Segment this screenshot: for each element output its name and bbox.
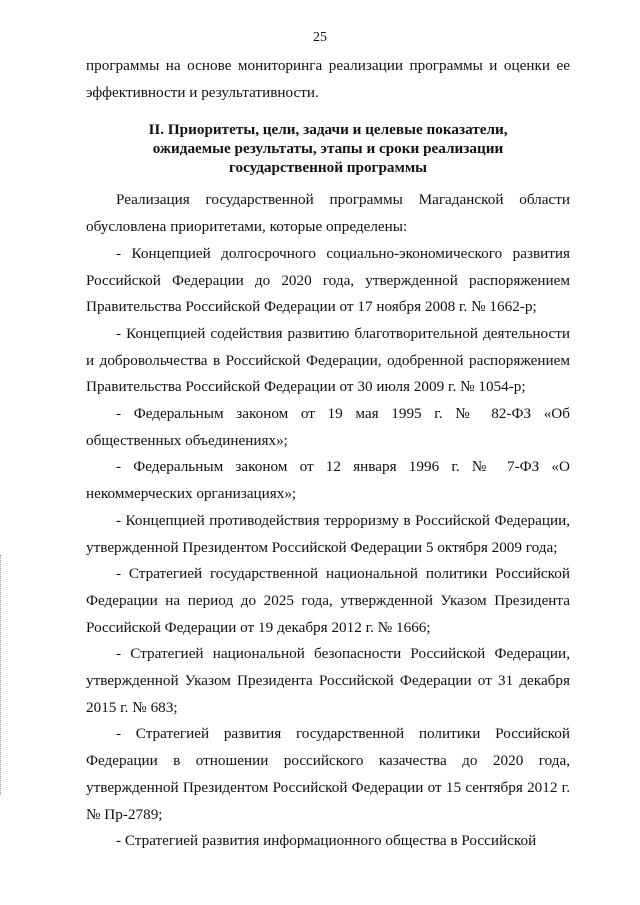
priority-item: - Стратегией развития государственной политики Российской Федерации в отношении российского казачества до 2020 года, утвержденной Президентом Российской Федерации от 15 сентября 2012 г. № Пр-2789; xyxy=(86,725,570,823)
heading-line-2: ожидаемые результаты, этапы и сроки реализации xyxy=(152,140,504,158)
priority-item: - Концепцией противодействия терроризму в Российской Федерации, утвержденной Президентом Российской Федерации 5 октября 2009 года; xyxy=(86,511,570,556)
intro-continuation: программы на основе мониторинга реализации программы и оценки ее эффективности и результативности. xyxy=(86,57,570,101)
section-heading xyxy=(86,120,570,177)
priority-item: - Концепцией долгосрочного социально-экономического развития Российской Федерации до 2020 года, утвержденной распоряжением Правительства Российской Федерации от 17 ноября 2008 г. № 1662-р; xyxy=(86,244,570,316)
scan-edge-marks xyxy=(0,555,4,795)
heading-line-1: II. Приоритеты, цели, задачи и целевые показатели, xyxy=(148,121,508,139)
priority-item: - Стратегией государственной национальной политики Российской Федерации на период до 2025 года, утвержденной Указом Президента Российской Федерации от 19 декабря 2012 г. № 1666; xyxy=(86,565,570,636)
priority-item: - Федеральным законом от 19 мая 1995 г. № 82-ФЗ «Об общественных объединениях»; xyxy=(86,405,570,449)
priority-item: - Федеральным законом от 12 января 1996 г. № 7-ФЗ «О некоммерческих организациях»; xyxy=(86,458,570,503)
page-content xyxy=(86,53,570,855)
heading-line-3: государственной программы xyxy=(228,159,428,177)
page-number: 25 xyxy=(313,30,327,45)
priority-item: - Стратегией развития информационного общества в Российской xyxy=(116,832,537,850)
priority-item: - Концепцией содействия развитию благотворительной деятельности и добровольчества в Российской Федерации, одобренной распоряжением Правительства Российской Федерации от 30 июля 2009 г. № 1054-р; xyxy=(86,324,570,396)
lead-paragraph: Реализация государственной программы Магаданской области обусловлена приоритетами, которые определены: xyxy=(86,191,570,236)
priority-item: - Стратегией национальной безопасности Российской Федерации, утвержденной Указом Президента Российской Федерации от 31 декабря 2015 г. № 683; xyxy=(86,645,570,716)
